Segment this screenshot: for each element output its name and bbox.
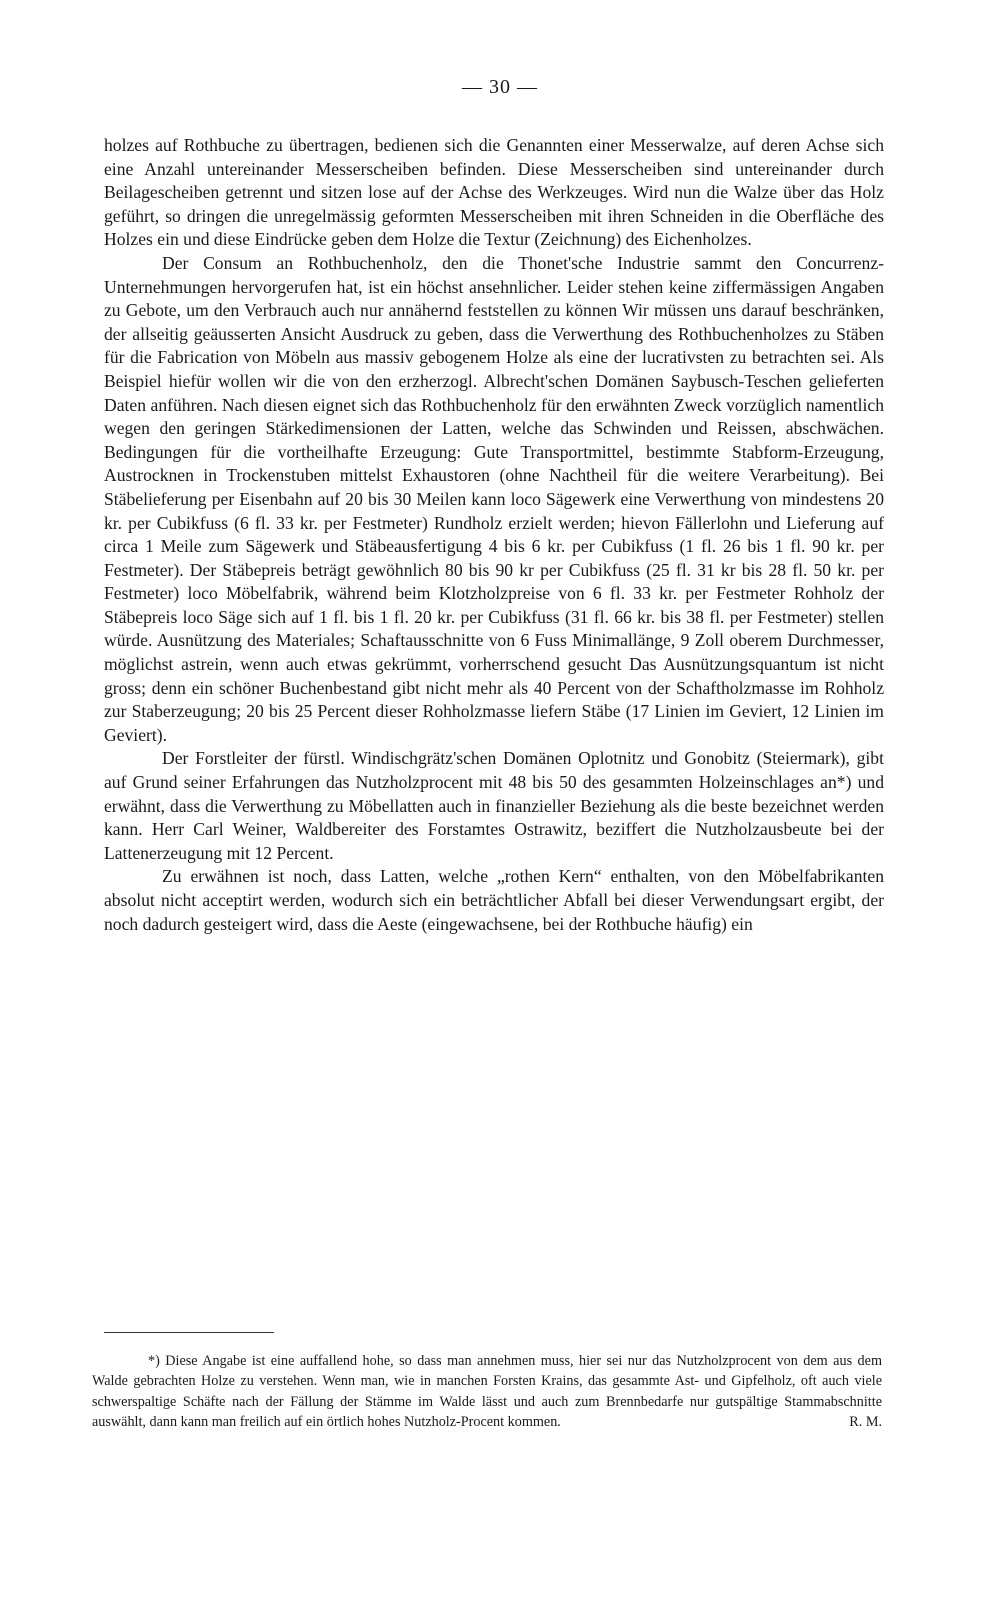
- paragraph-1: holzes auf Rothbuche zu übertragen, bedienen sich die Genannten einer Messerwalze, auf deren Achse sich eine Anzahl untereinander Messerscheiben befinden. Diese Messerscheiben sind untereinander durch Beilagescheiben getrennt und sitzen lose auf der Achse des Werkzeuges. Wird nun die Walze über das Holz geführt, so dringen die unregelmässig geformten Messerscheiben mit ihren Schneiden in die Oberfläche des Holzes ein und diese Eindrücke geben dem Holze die Textur (Zeichnung) des Eichenholzes.: [104, 135, 884, 250]
- body-text: [104, 134, 884, 936]
- paragraph-3: Der Forstleiter der fürstl. Windischgrätz'schen Domänen Oplotnitz und Gonobitz (Steiermark), gibt auf Grund seiner Erfahrungen das Nutzholzprocent mit 48 bis 50 des gesammten Holzeinschlages an*) und erwähnt, dass die Verwerthung zu Möbellatten auch in finanzieller Beziehung als die beste bezeichnet werden kann. Herr Carl Weiner, Waldbereiter des Forstamtes Ostrawitz, beziffert die Nutzholzausbeute bei der Lattenerzeugung mit 12 Percent.: [104, 748, 884, 863]
- page-number: — 30 —: [462, 76, 538, 98]
- footnote-signature: R. M.: [849, 1414, 882, 1431]
- footnote-text: *) Diese Angabe ist eine auffallend hohe, so dass man annehmen muss, hier sei nur das Nutzholzprocent von dem aus dem Walde gebrachten Holze zu verstehen. Wenn man, wie in manchen Forsten Krains, das gesammte Ast- und Gipfelholz, oft auch viele schwerspaltige Schäfte nach der Fällung der Stämme im Walde lässt und auch zum Brennbedarfe nur gutspältige Stammabschnitte auswählt, dann kann man freilich auf ein örtlich hohes Nutzholz-Procent kommen.: [92, 1353, 882, 1431]
- paragraph-2: Der Consum an Rothbuchenholz, den die Thonet'sche Industrie sammt den Concurrenz-Unternehmungen hervorgerufen hat, ist ein höchst ansehnlicher. Leider stehen keine ziffermässigen Angaben zu Gebote, um den Verbrauch auch nur annähernd feststellen zu können Wir müssen uns darauf beschränken, der allseitig geäusserten Ansicht Ausdruck zu geben, dass die Verwerthung des Rothbuchenholzes zu Stäben für die Fabrication von Möbeln aus massiv gebogenem Holze als eine der lucrativsten zu betrachten sei. Als Beispiel hiefür wollen wir die von den erzherzogl. Albrecht'schen Domänen Saybusch-Teschen gelieferten Daten anführen. Nach diesen eignet sich das Rothbuchenholz für den erwähnten Zweck vorzüglich namentlich wegen den geringen Stärkedimensionen der Latten, welche das Schwinden und Reissen, abschwächen. Bedingungen für die vortheilhafte Erzeugung: Gute Transportmittel, bestimmte Stabform-Erzeugung, Austrocknen in Trockenstuben mittelst Exhaustoren (ohne Nachtheil für die weitere Verarbeitung). Bei Stäbelieferung per Eisenbahn auf 20 bis 30 Meilen kann loco Sägewerk eine Verwerthung von mindestens 20 kr. per Cubikfuss (6 fl. 33 kr. per Festmeter) Rundholz erzielt werden; hievon Fällerlohn und Lieferung auf circa 1 Meile zum Sägewerk und Stäbeausfertigung 4 bis 6 kr. per Cubikfuss (1 fl. 26 bis 1 fl. 90 kr. per Festmeter). Der Stäbepreis beträgt gewöhnlich 80 bis 90 kr per Cubikfuss (25 fl. 31 kr bis 28 fl. 50 kr. per Festmeter) loco Möbelfabrik, während beim Klotzholzpreise von 6 fl. 33 kr. per Festmeter Rohholz der Stäbepreis loco Säge sich auf 1 fl. bis 1 fl. 20 kr. per Cubikfuss (31 fl. 66 kr. bis 38 fl. per Festmeter) stellen würde. Ausnützung des Materiales; Schaftausschnitte von 6 Fuss Minimallänge, 9 Zoll oberem Durchmesser, möglichst astrein, wenn auch etwas gekrümmt, vorherrschend gesucht Das Ausnützungsquantum ist nicht gross; denn ein schöner Buchenbestand gibt nicht mehr als 40 Percent von der Schaftholzmasse im Rohholz zur Staberzeugung; 20 bis 25 Percent dieser Rohholzmasse liefern Stäbe (17 Linien im Geviert, 12 Linien im Geviert).: [104, 252, 884, 745]
- footnote: [92, 1351, 882, 1433]
- paragraph-4: Zu erwähnen ist noch, dass Latten, welche „rothen Kern“ enthalten, von den Möbelfabrikanten absolut nicht acceptirt werden, wodurch sich ein beträchtlicher Abfall bei dieser Verwendungsart ergibt, der noch dadurch gesteigert wird, dass die Aeste (eingewachsene, bei der Rothbuche häufig) ein: [104, 866, 884, 934]
- footnote-divider: [104, 1332, 274, 1333]
- footnote-paragraph: [92, 1351, 882, 1433]
